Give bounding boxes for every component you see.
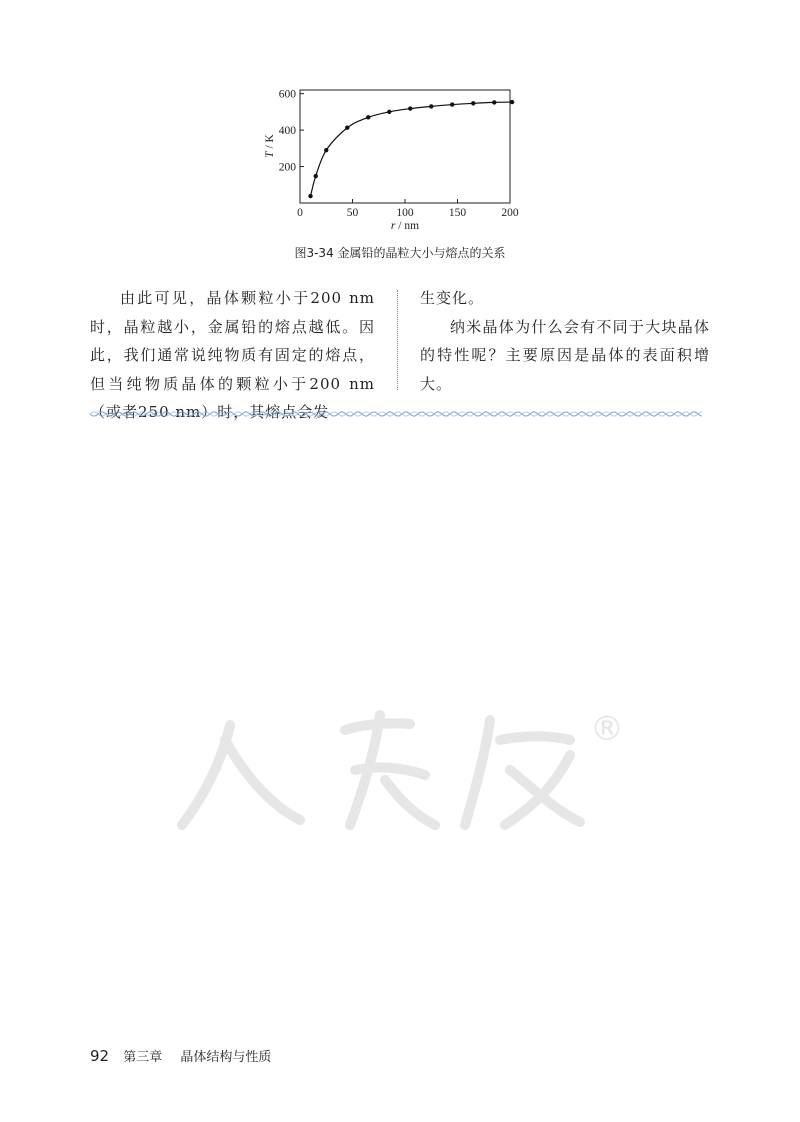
body-paragraph: 由此可见，晶体颗粒小于200 nm时，晶粒越小，金属铅的熔点越低。因此，我们通常说纯物质有固定的熔点，但当纯物质晶体的颗粒小于200 nm（或者250 nm）时，其熔点会发 [90, 289, 375, 421]
left-column [90, 284, 375, 427]
registered-mark: ® [590, 709, 624, 749]
data-point [314, 174, 318, 178]
x-tick-label: 50 [346, 207, 359, 219]
y-tick-label: 600 [278, 88, 296, 101]
watermark-logo [182, 715, 580, 825]
chapter-label: 第三章 [123, 1050, 163, 1065]
series-line [311, 102, 513, 196]
publisher-watermark [170, 700, 640, 840]
data-point [387, 110, 391, 114]
body-paragraph-continuation: 生变化。 [420, 289, 485, 307]
plot-frame [300, 90, 510, 203]
right-column [420, 284, 710, 398]
data-point [308, 194, 312, 198]
y-tick-label: 200 [278, 161, 296, 174]
data-point [408, 106, 412, 110]
chapter-title: 晶体结构与性质 [180, 1050, 272, 1065]
page-number: 92 [90, 1047, 110, 1065]
x-tick-label: 100 [396, 207, 414, 219]
data-point [429, 104, 433, 108]
x-axis-label: r / nm [390, 220, 420, 232]
data-point [471, 101, 475, 105]
axis-ticks [279, 89, 519, 219]
data-point [366, 115, 370, 119]
wavy-divider [90, 408, 702, 420]
data-point [510, 100, 514, 104]
body-paragraph: 纳米晶体为什么会有不同于大块晶体的特性呢？主要原因是晶体的表面积增大。 [420, 317, 710, 393]
data-point [345, 126, 349, 130]
column-divider [397, 290, 398, 390]
x-tick-label: 200 [501, 207, 519, 219]
x-tick-label: 150 [448, 207, 467, 219]
data-point [450, 102, 454, 106]
data-point [492, 100, 496, 104]
x-tick-label: 0 [297, 207, 303, 219]
page-footer [90, 1046, 271, 1065]
y-axis-label: T / K [264, 134, 276, 158]
figure-caption: 图3-34 金属铅的晶粒大小与熔点的关系 [294, 246, 506, 260]
data-series [308, 100, 514, 198]
melting-point-chart [250, 82, 530, 242]
data-point [324, 148, 328, 152]
y-tick-label: 400 [278, 125, 296, 138]
